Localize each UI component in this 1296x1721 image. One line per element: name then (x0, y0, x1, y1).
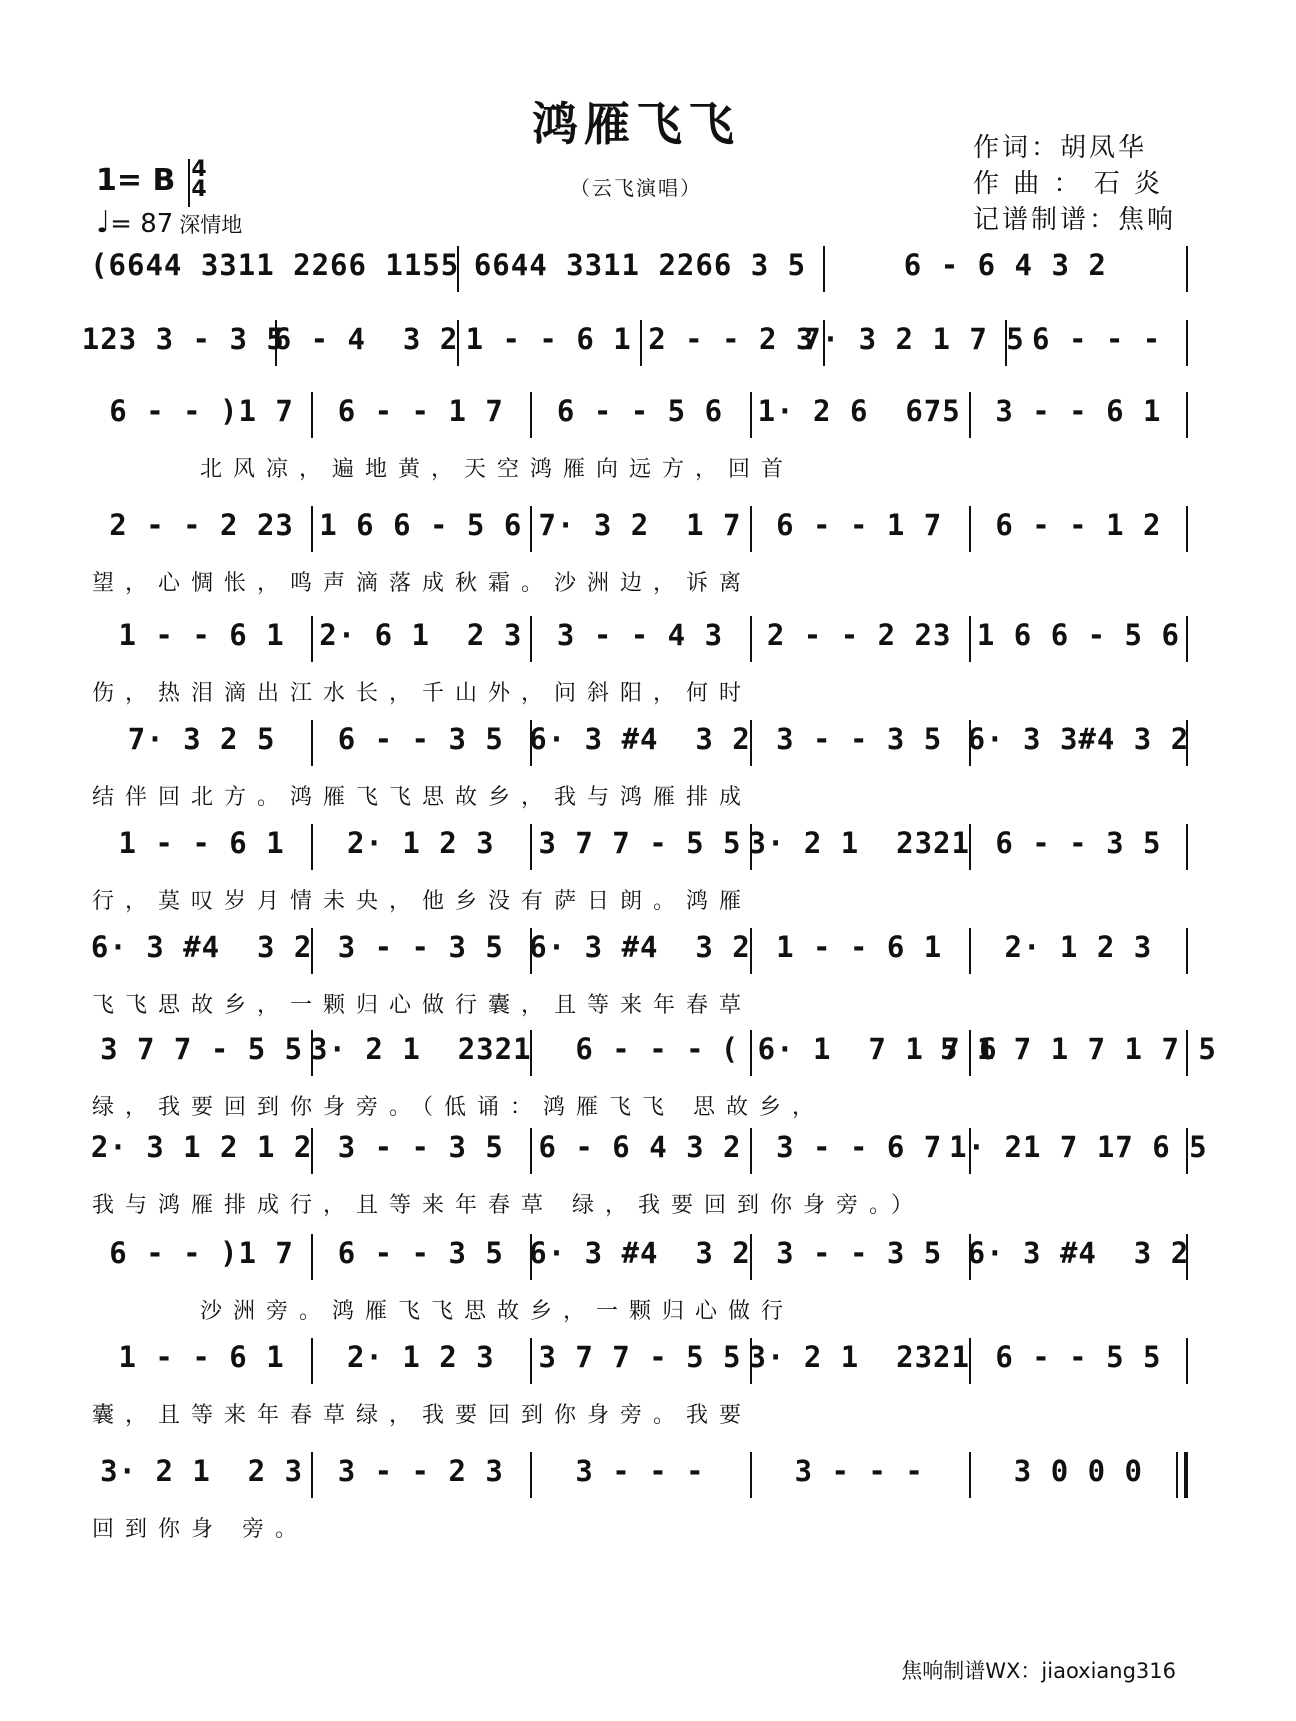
measure: 123 3 - 3 5 (81, 322, 285, 356)
measure: 6· 3 #4 3 2 (90, 930, 313, 964)
lyrics-line: 结伴回北方。鸿雁飞飞思故乡，我与鸿雁排成 (92, 785, 753, 810)
barline (530, 1234, 532, 1280)
score-system (92, 1340, 1188, 1450)
barline (750, 1338, 752, 1384)
barline (823, 246, 825, 292)
measure: 6 - - )1 7 (109, 1236, 294, 1270)
quarter-note-icon: ♩ (96, 205, 111, 240)
lyrics-line: 飞飞思故乡，一颗归心做行囊，且等来年春草 (92, 993, 753, 1018)
final-barline (1176, 1452, 1188, 1498)
barline (969, 824, 971, 870)
lyrics-line: 囊，且等来年春草绿，我要回到你身旁。我要 (92, 1403, 753, 1428)
barline (750, 720, 752, 766)
measure: 1 6 6 - 5 6 (319, 508, 523, 542)
measure: 3 - - 3 5 (337, 930, 504, 964)
measure: 2· 1 2 3 (346, 826, 495, 860)
measure: (6644 3311 2266 1155 (90, 248, 460, 282)
barline (530, 1452, 532, 1498)
barline (969, 1338, 971, 1384)
lyricist: 作词：胡凤华 (972, 133, 1147, 163)
barline (823, 320, 825, 366)
score-system (92, 722, 1188, 832)
measure: 6 - - 3 5 (337, 722, 504, 756)
measure: 3· 2 1 2321 (748, 826, 970, 860)
measure: 3· 2 1 2321 (748, 1340, 970, 1374)
measure: 6· 3 3#4 3 2 (967, 722, 1190, 756)
barline (530, 1030, 532, 1076)
measure: 2 - - 2 23 (109, 508, 294, 542)
barline (530, 392, 532, 438)
barline (1005, 320, 1007, 366)
measure: 7· 3 2 1 7 5 (803, 322, 1025, 356)
expression-mark: 深情地 (179, 213, 243, 237)
barline (969, 1452, 971, 1498)
measure: 6 - - 1 2 (995, 508, 1162, 542)
measure: 3 - - 2 3 (337, 1454, 504, 1488)
barline (311, 1030, 313, 1076)
barline (311, 392, 313, 438)
barline (750, 1128, 752, 1174)
measure: 2 - - 2 3 (648, 322, 815, 356)
barline (311, 1452, 313, 1498)
song-title: 鸿雁飞飞 (532, 97, 740, 151)
tempo-marking (96, 205, 242, 240)
score-system (92, 1236, 1188, 1346)
score-system (92, 1454, 1188, 1564)
barline (530, 1128, 532, 1174)
measure: 3 - - 6 1 (995, 394, 1162, 428)
barline (311, 720, 313, 766)
measure: 3 - - 6 7 (776, 1130, 943, 1164)
notes-row (92, 1032, 1217, 1088)
barline (457, 246, 459, 292)
measure: 3· 2 1 2321 (310, 1032, 532, 1066)
barline (311, 506, 313, 552)
measure: 1 - - 6 1 (776, 930, 943, 964)
score-system (92, 618, 1188, 728)
notes-row (92, 1340, 1188, 1396)
key-signature: 1= B (96, 163, 176, 198)
score-system (92, 394, 1188, 504)
barline (750, 824, 752, 870)
barline (1186, 616, 1188, 662)
score-system (90, 1130, 1208, 1240)
barline (969, 1030, 971, 1076)
measure: 2 - - 2 23 (766, 618, 952, 652)
measure: 6· 3 #4 3 2 (529, 722, 751, 756)
barline (275, 320, 277, 366)
measure: 1 - - 6 1 (465, 322, 632, 356)
watermark: 焦响制谱WX：jiaoxiang316 (901, 1659, 1176, 1683)
measure: 3 7 7 - 5 5 (538, 826, 742, 860)
measure: 6644 3311 2266 3 5 (473, 248, 807, 282)
barline (969, 1128, 971, 1174)
measure: 6 - - )1 7 (109, 394, 294, 428)
measure: 1· 2 6 675 (757, 394, 961, 428)
measure: 6 - - 1 7 (337, 394, 504, 428)
score-system (92, 930, 1188, 1040)
arranger: 记谱制谱：焦响 (972, 205, 1176, 235)
barline (750, 1030, 752, 1076)
notes-row (92, 826, 1188, 882)
barline (1186, 320, 1188, 366)
measure: 6· 3 #4 3 2 (967, 1236, 1190, 1270)
barline (311, 1338, 313, 1384)
barline (1186, 246, 1188, 292)
barline (1186, 928, 1188, 974)
lyrics-line: 我与鸿雁排成行，且等来年春草 绿，我要回到你身旁。） (92, 1193, 924, 1218)
notes-row (92, 618, 1188, 674)
measure: 6 - - - (1032, 322, 1162, 356)
measure: 6 - 6 4 3 2 (538, 1130, 742, 1164)
measure: 3 0 0 0 (1013, 1454, 1143, 1488)
measure: 1 - - 6 1 (118, 618, 285, 652)
barline (530, 506, 532, 552)
barline (750, 1452, 752, 1498)
composer: 作 曲 ： 石 炎 (972, 169, 1164, 199)
barline (750, 392, 752, 438)
barline (530, 720, 532, 766)
measure: 2· 1 2 3 (1004, 930, 1153, 964)
barline (750, 506, 752, 552)
notes-row (92, 722, 1188, 778)
barline (311, 1128, 313, 1174)
measure: 2· 6 1 2 3 (319, 618, 523, 652)
measure: 6· 3 #4 3 2 (529, 1236, 751, 1270)
score-system (92, 1032, 1217, 1142)
time-signature (188, 157, 210, 202)
measure: 3· 2 1 2 3 (100, 1454, 304, 1488)
barline (640, 320, 642, 366)
lyrics-line: 沙洲旁。鸿雁飞飞思故乡，一颗归心做行 (200, 1299, 795, 1324)
barline (311, 824, 313, 870)
barline (750, 1234, 752, 1280)
barline (969, 392, 971, 438)
measure: 3 7 7 - 5 5 (100, 1032, 304, 1066)
measure: 1 - - 6 1 (118, 1340, 285, 1374)
barline (969, 720, 971, 766)
measure: 3 - - 4 3 (556, 618, 724, 652)
tempo-value: = 87 (110, 209, 174, 239)
score-system (92, 508, 1188, 618)
barline (311, 616, 313, 662)
barline (969, 1234, 971, 1280)
barline (969, 506, 971, 552)
measure: 6 - - 3 5 (995, 826, 1162, 860)
barline (1186, 1338, 1188, 1384)
measure: 3 - - 3 5 (337, 1130, 504, 1164)
credits (973, 130, 1176, 238)
barline (457, 320, 459, 366)
measure: 7· 3 2 1 7 (538, 508, 742, 542)
notes-row (92, 394, 1188, 450)
notes-row (81, 322, 1188, 378)
measure: 6 - - - (575, 1032, 705, 1066)
measure: 6· 3 #4 3 2 (529, 930, 751, 964)
measure: 7· 3 2 5 (127, 722, 276, 756)
barline (969, 616, 971, 662)
time-sig-bottom: 4 (191, 177, 207, 202)
notes-row (92, 930, 1188, 986)
barline (1186, 720, 1188, 766)
barline (1186, 1234, 1188, 1280)
notes-row (92, 1236, 1188, 1292)
measure: 6 - - 5 6 (556, 394, 724, 428)
measure: 1 6 6 - 5 6 (976, 618, 1180, 652)
barline (1186, 506, 1188, 552)
measure: 1· 21 7 17 6 5 (949, 1130, 1208, 1164)
barline (311, 1234, 313, 1280)
barline (311, 928, 313, 974)
barline (750, 616, 752, 662)
measure: 6 - - 1 7 (776, 508, 943, 542)
measure: ( 6· 1 7 1 7 6 (720, 1032, 998, 1066)
measure: 3 - - - (794, 1454, 924, 1488)
measure: 3 7 7 - 5 5 (538, 1340, 742, 1374)
measure: 3 - - 3 5 (776, 722, 943, 756)
measure: 1 - - 6 1 (118, 826, 285, 860)
notes-row (92, 248, 1188, 304)
lyrics-line: 望，心惆怅，鸣声滴落成秋霜。沙洲边，诉离 (92, 571, 753, 596)
barline (1186, 1030, 1188, 1076)
lyrics-line: 北风凉，遍地黄，天空鸿雁向远方，回首 (200, 457, 795, 482)
measure: 6 - 4 3 2 (273, 322, 459, 356)
barline (530, 1338, 532, 1384)
barline (530, 928, 532, 974)
measure: 2· 1 2 3 (346, 1340, 495, 1374)
lyrics-line: 绿，我要回到你身旁。（低诵：鸿雁飞飞 思故乡， (92, 1095, 825, 1120)
measure: 6 - - 3 5 (337, 1236, 504, 1270)
measure: 6 - - 5 5 (995, 1340, 1162, 1374)
lyrics-line: 行，莫叹岁月情未央，他乡没有萨日朗。鸿雁 (92, 889, 753, 914)
barline (1186, 392, 1188, 438)
singer-note: （云飞演唱） (570, 176, 702, 200)
barline (969, 928, 971, 974)
score-system (92, 826, 1188, 936)
notes-row (92, 508, 1188, 564)
barline (530, 824, 532, 870)
barline (530, 616, 532, 662)
barline (1186, 1128, 1188, 1174)
lyrics-line: 伤，热泪滴出江水长，千山外，问斜阳，何时 (92, 681, 753, 706)
barline (1186, 824, 1188, 870)
notes-row (90, 1130, 1208, 1186)
barline (750, 928, 752, 974)
time-sig-top: 4 (191, 157, 207, 182)
measure: 3 - - 3 5 (776, 1236, 943, 1270)
lyrics-line: 回到你身 旁。 (92, 1517, 308, 1542)
measure: 5 1 7 1 7 1 7 5 (939, 1032, 1217, 1066)
notes-row (92, 1454, 1188, 1510)
measure: 6 - 6 4 3 2 (903, 248, 1107, 282)
measure: 2· 3 1 2 1 2 (90, 1130, 313, 1164)
measure: 3 - - - (575, 1454, 705, 1488)
